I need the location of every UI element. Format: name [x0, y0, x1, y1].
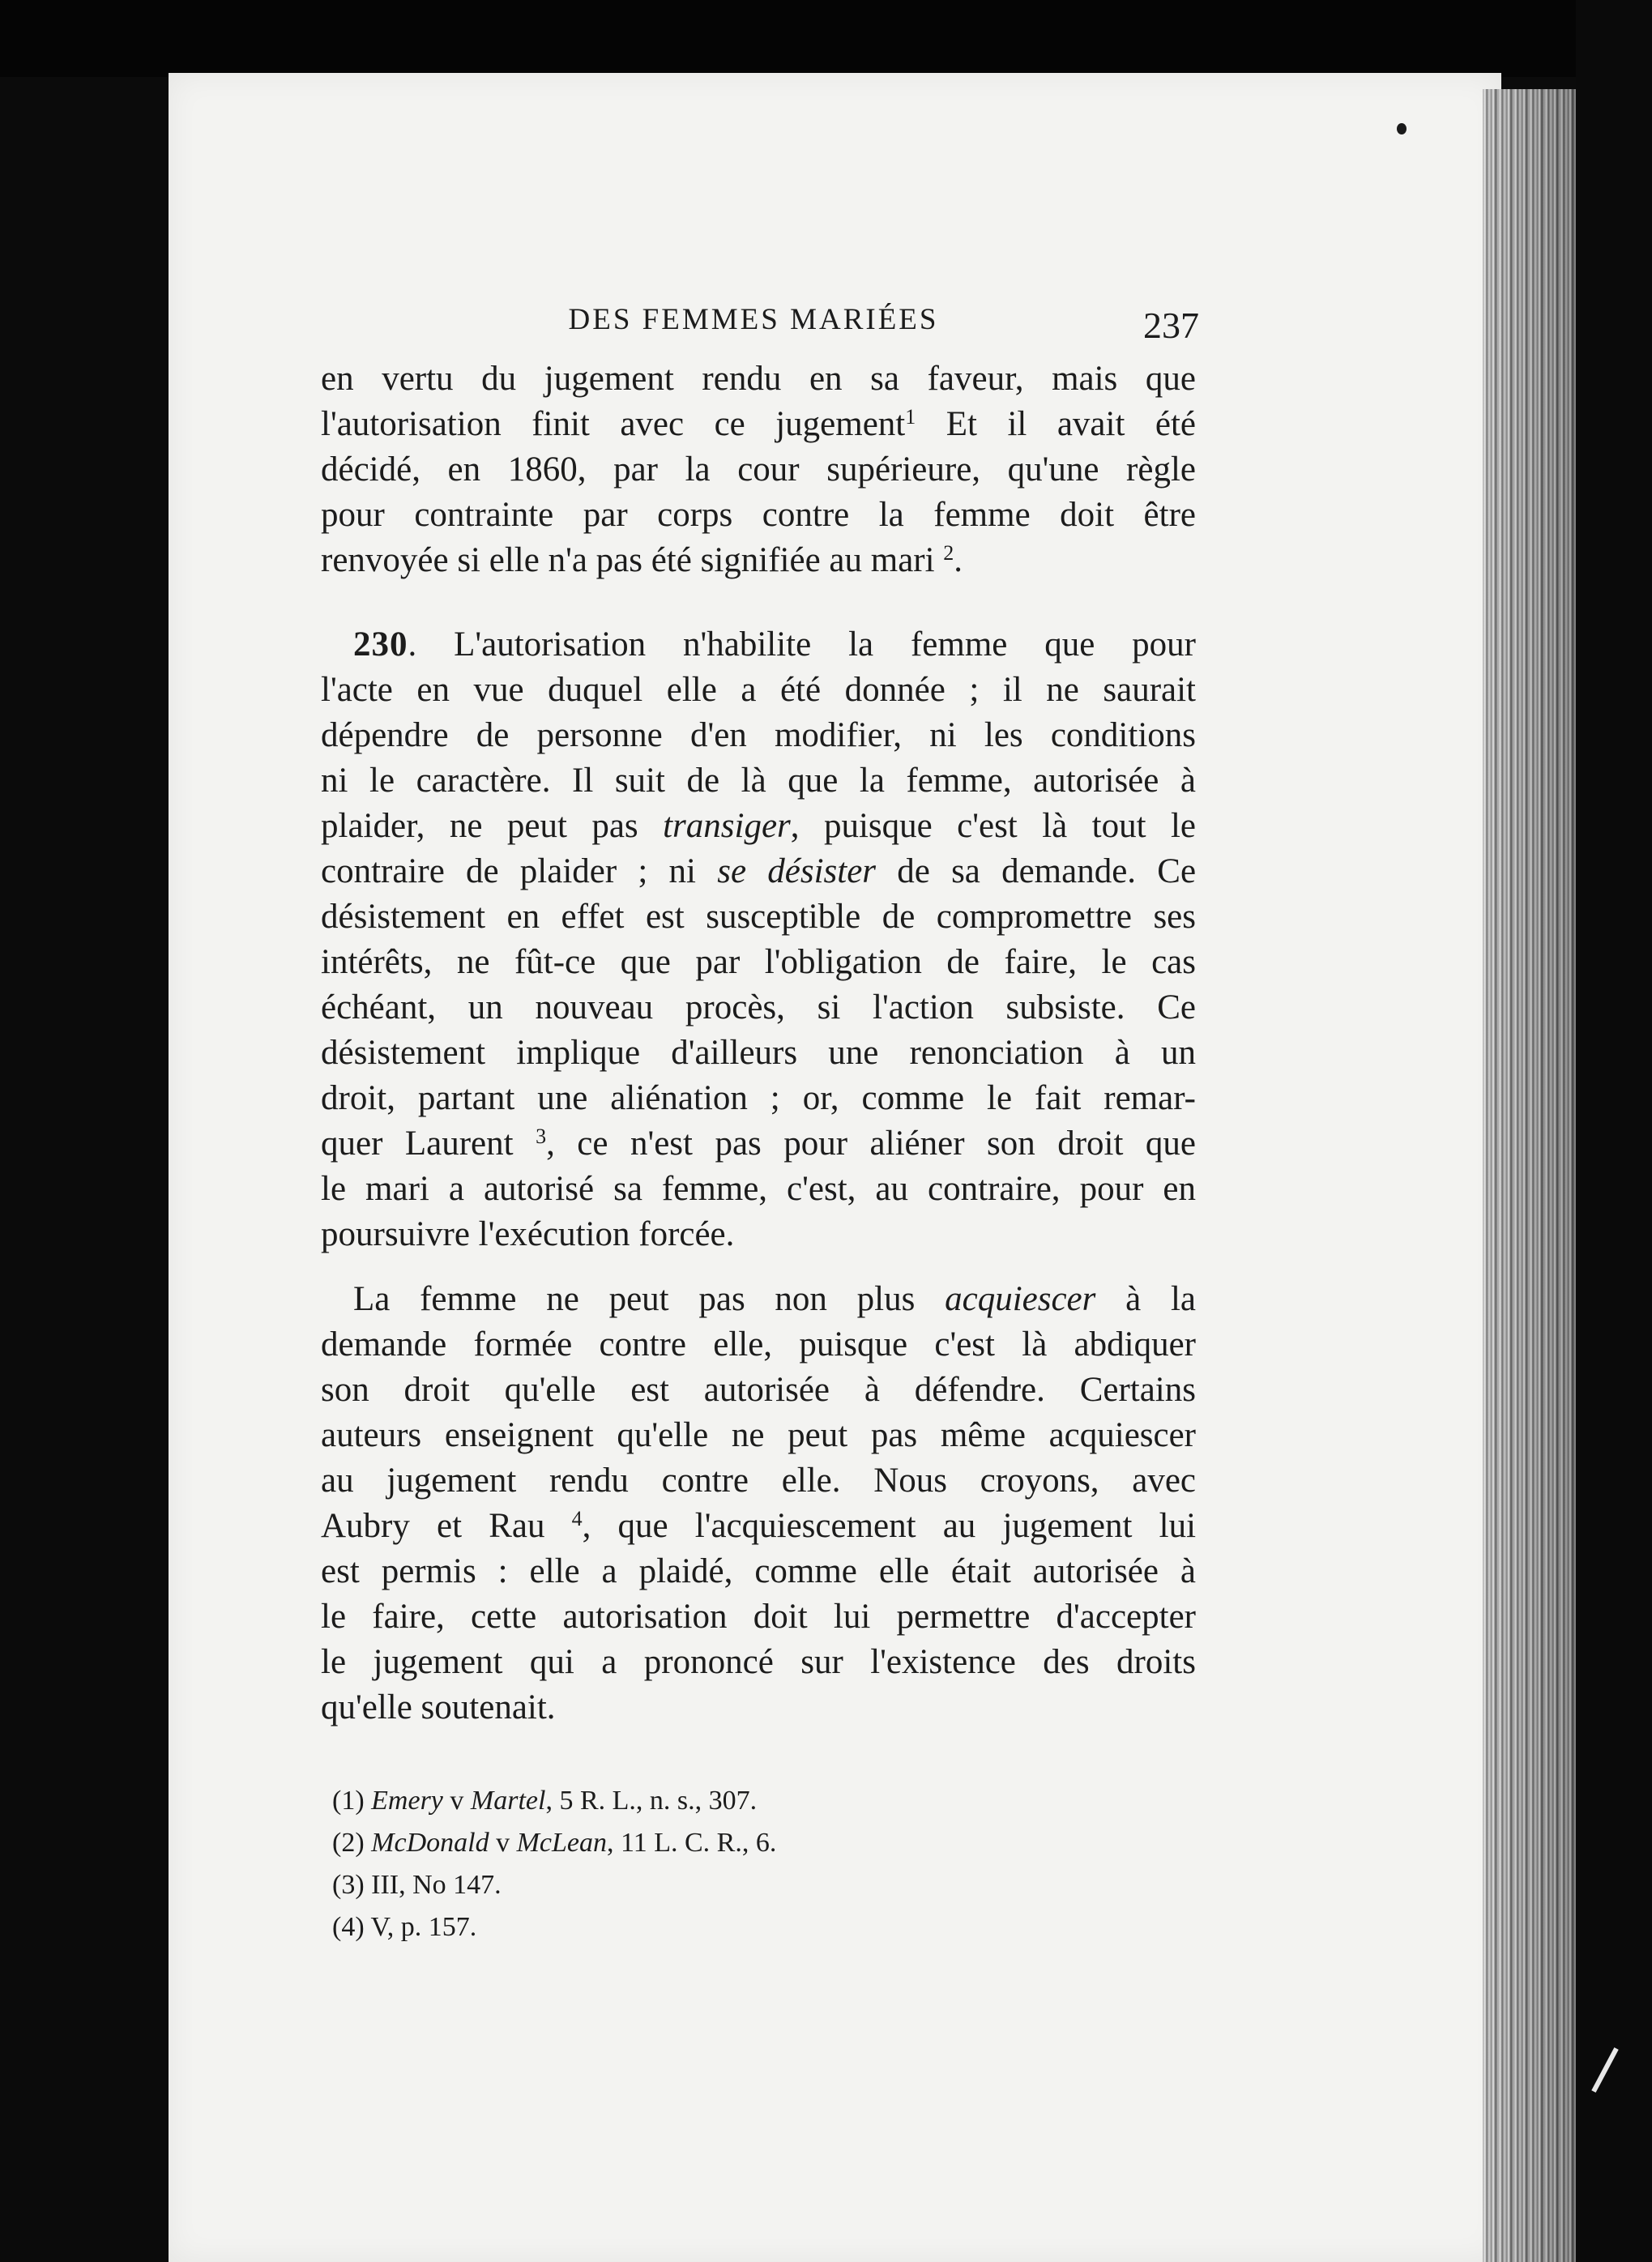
citation: , 11 L. C. R., 6. — [607, 1828, 777, 1858]
case-name: Emery — [371, 1786, 443, 1816]
scan-top-border — [0, 0, 1652, 77]
text-line — [321, 804, 1196, 849]
text-span — [916, 405, 946, 443]
text-line — [321, 1504, 1196, 1549]
text-span: renvoyée si elle n'a pas été signifiée au mari — [321, 541, 935, 579]
footnote-ref: 1 — [905, 405, 916, 429]
text-span: v — [496, 1828, 510, 1858]
case-name: McLean — [516, 1828, 607, 1858]
footnote-ref: 3 — [536, 1125, 547, 1148]
text-line: le mari a autorisé sa femme, c'est, au contraire, pour en — [321, 1170, 1196, 1208]
text-line: décidé, en 1860, par la cour supérieure, qu'une règle — [321, 450, 1196, 489]
case-name: McDonald — [371, 1828, 489, 1858]
italic-term: transiger — [663, 807, 791, 845]
footnote — [332, 1782, 1061, 1820]
text-span: quer Laurent — [321, 1125, 514, 1163]
paragraph-number: 230 — [353, 625, 408, 664]
citation: V, p. 157. — [370, 1912, 477, 1942]
scan-right-border — [1576, 0, 1652, 2262]
text-line — [321, 402, 1196, 447]
text-line: ni le caractère. Il suit de là que la femme, autorisée à — [321, 762, 1196, 800]
text-line: le jugement qui a prononcé sur l'existence des droits — [321, 1643, 1196, 1681]
text-span: , que l'acquiescement au jugement lui — [582, 1507, 1197, 1545]
text-line — [321, 1121, 1196, 1167]
text-line: droit, partant une aliénation ; or, comme le fait remar- — [321, 1079, 1196, 1117]
footnote — [332, 1825, 1061, 1862]
text-span: Aubry et Rau — [321, 1507, 545, 1545]
text-line: échéant, un nouveau procès, si l'action subsiste. Ce — [321, 988, 1196, 1026]
text-line: intérêts, ne fût-ce que par l'obligation de faire, le cas — [321, 943, 1196, 981]
footnote-mark: (3) — [332, 1870, 365, 1900]
text-line: au jugement rendu contre elle. Nous croyons, avec — [321, 1462, 1196, 1500]
citation: III, No 147. — [371, 1870, 502, 1900]
italic-term: se désister — [717, 852, 877, 890]
text-line: dépendre de personne d'en modifier, ni les conditions — [321, 716, 1196, 754]
text-span: Et il avait été — [946, 405, 1196, 443]
text-line: poursuivre l'exécution forcée. — [321, 1215, 735, 1253]
text-span: plaider, ne peut pas — [321, 807, 638, 845]
text-line — [321, 622, 1196, 668]
text-span: . — [954, 541, 963, 579]
text-line: demande formée contre elle, puisque c'est là abdiquer — [321, 1325, 1196, 1364]
footnote-mark: (2) — [332, 1828, 365, 1858]
text-line — [321, 1277, 1196, 1322]
case-name: Martel — [470, 1786, 546, 1816]
text-line: qu'elle soutenait. — [321, 1688, 556, 1726]
page-number: 237 — [1143, 305, 1199, 346]
text-line: l'acte en vue duquel elle a été donnée ; il ne saurait — [321, 671, 1196, 709]
text-span: à la — [1125, 1280, 1196, 1318]
text-line: son droit qu'elle est autorisée à défendre. Certains — [321, 1371, 1196, 1409]
text-span: , ce n'est pas pour aliéner son droit que — [546, 1125, 1197, 1163]
footnote-mark: (4) — [332, 1912, 365, 1942]
text-line — [321, 538, 1196, 583]
footnote-ref: 4 — [571, 1507, 583, 1530]
text-span: v — [450, 1786, 464, 1816]
text-span: l'autorisation finit avec ce jugement — [321, 405, 906, 443]
text-line: auteurs enseignent qu'elle ne peut pas même acquiescer — [321, 1416, 1196, 1454]
page-edges-stack — [1483, 89, 1576, 2262]
citation: , 5 R. L., n. s., 307. — [545, 1786, 758, 1816]
text-span: , puisque c'est là tout le — [790, 807, 1197, 845]
footnote-mark: (1) — [332, 1786, 365, 1816]
text-line: le faire, cette autorisation doit lui permettre d'accepter — [321, 1598, 1196, 1636]
running-header: DES FEMMES MARIÉES — [568, 303, 939, 336]
text-line: désistement en effet est susceptible de compromettre ses — [321, 898, 1196, 936]
text-line — [321, 849, 1196, 894]
text-line: est permis : elle a plaidé, comme elle était autorisée à — [321, 1552, 1196, 1590]
italic-term: acquiescer — [945, 1280, 1096, 1318]
text-line: en vertu du jugement rendu en sa faveur, mais que — [321, 360, 1196, 398]
footnote — [332, 1909, 1061, 1946]
text-span: . L'autorisation n'habilite la femme que pour — [408, 625, 1196, 664]
text-span: de sa demande. Ce — [897, 852, 1197, 890]
text-line: désistement implique d'ailleurs une renonciation à un — [321, 1034, 1196, 1072]
scan-speck — [1397, 123, 1407, 134]
footnote-ref: 2 — [943, 541, 954, 565]
text-span: contraire de plaider ; ni — [321, 852, 697, 890]
text-line: pour contrainte par corps contre la femme doit être — [321, 496, 1196, 534]
footnote — [332, 1867, 1061, 1904]
text-span: La femme ne peut pas non plus — [353, 1280, 916, 1318]
